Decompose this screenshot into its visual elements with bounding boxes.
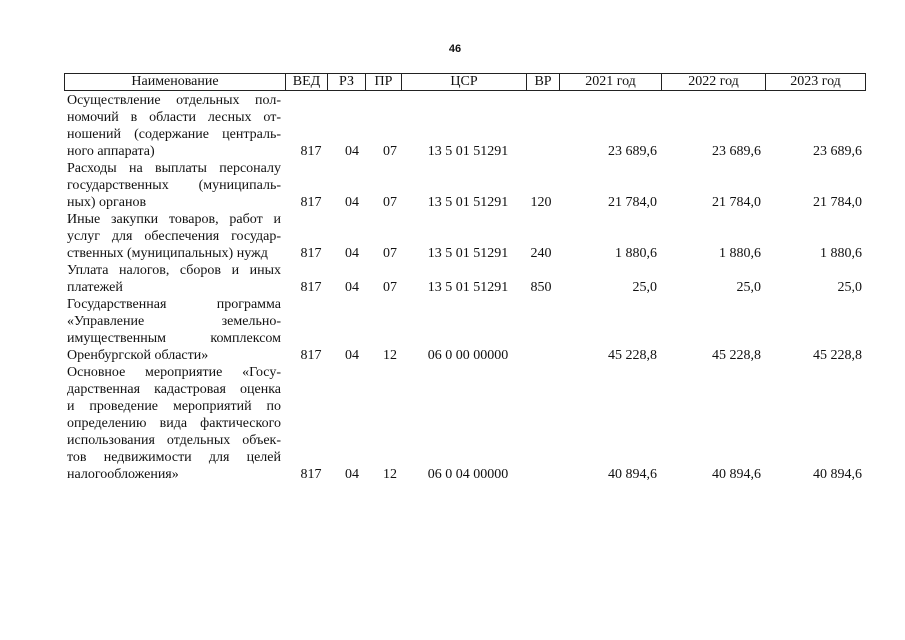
row-name-line: дарственная кадастровая оценка: [67, 382, 281, 397]
header-2023: 2023 год: [790, 74, 841, 89]
cell-ved: 817: [300, 348, 322, 363]
cell-2023: 21 784,0: [813, 195, 862, 210]
header-pr: ПР: [366, 74, 402, 90]
cell-rz: 04: [345, 246, 359, 261]
row-name-line: платежей: [67, 280, 123, 295]
row-name: [67, 92, 281, 160]
cell-vr: 120: [530, 195, 552, 210]
row-name-line: и проведение мероприятий по: [67, 399, 281, 414]
row-name-line: Осуществление отдельных пол-: [67, 93, 281, 108]
row-name-line: Основное мероприятие «Госу-: [67, 365, 281, 380]
cell-ved: 817: [300, 246, 322, 261]
cell-2023: 1 880,6: [820, 246, 862, 261]
header-ved: ВЕД: [286, 74, 328, 90]
row-name-line: ных) органов: [67, 195, 147, 210]
cell-pr: 12: [383, 348, 397, 363]
cell-pr: 07: [383, 280, 397, 295]
header-2022: 2022 год: [662, 74, 766, 90]
row-name-line: использования отдельных объек-: [67, 433, 281, 448]
row-name-line: государственных (муниципаль-: [67, 178, 281, 193]
cell-2023: 23 689,6: [813, 144, 862, 159]
cell-csr: 13 5 01 51291: [427, 280, 509, 295]
row-name: [67, 262, 281, 296]
header-name: Наименование: [65, 74, 286, 90]
row-name-line: Расходы на выплаты персоналу: [67, 161, 281, 176]
cell-csr: 13 5 01 51291: [427, 144, 509, 159]
row-name-line: определению вида фактического: [67, 416, 281, 431]
cell-2022: 23 689,6: [712, 144, 761, 159]
cell-2022: 21 784,0: [712, 195, 761, 210]
cell-ved: 817: [300, 467, 322, 482]
cell-vr: 850: [530, 280, 552, 295]
cell-2023: 25,0: [837, 280, 862, 295]
row-name: [67, 211, 281, 262]
cell-2021: 21 784,0: [608, 195, 657, 210]
cell-rz: 04: [345, 280, 359, 295]
row-name-line: «Управление земельно-: [67, 314, 281, 329]
page-number: 46: [448, 43, 462, 55]
row-name-line: ного аппарата): [67, 144, 155, 159]
cell-ved: 817: [300, 280, 322, 295]
header-csr: ЦСР: [402, 74, 527, 90]
cell-2021: 25,0: [632, 280, 657, 295]
cell-vr: 240: [530, 246, 552, 261]
cell-2021: 1 880,6: [615, 246, 657, 261]
cell-rz: 04: [345, 195, 359, 210]
row-name: [67, 296, 281, 364]
cell-2021: 40 894,6: [608, 467, 657, 482]
cell-rz: 04: [345, 144, 359, 159]
cell-2023: 45 228,8: [813, 348, 862, 363]
table-header: [64, 73, 866, 91]
cell-pr: 07: [383, 195, 397, 210]
row-name-line: налогообложения»: [67, 467, 179, 482]
cell-csr: 13 5 01 51291: [427, 246, 509, 261]
row-name-line: имущественным комплексом: [67, 331, 281, 346]
cell-rz: 04: [345, 348, 359, 363]
cell-csr: 06 0 04 00000: [427, 467, 509, 482]
row-name-line: Государственная программа: [67, 297, 281, 312]
row-name-line: номочий в области лесных от-: [67, 110, 281, 125]
cell-2022: 25,0: [736, 280, 761, 295]
row-name-line: тов недвижимости для целей: [67, 450, 281, 465]
cell-2021: 23 689,6: [608, 144, 657, 159]
cell-ved: 817: [300, 195, 322, 210]
header-2021: 2021 год: [560, 74, 662, 90]
cell-csr: 13 5 01 51291: [427, 195, 509, 210]
row-name-line: Уплата налогов, сборов и иных: [67, 263, 281, 278]
cell-2022: 1 880,6: [719, 246, 761, 261]
cell-pr: 07: [383, 144, 397, 159]
cell-2021: 45 228,8: [608, 348, 657, 363]
row-name-line: услуг для обеспечения государ-: [67, 229, 281, 244]
header-rz: РЗ: [328, 74, 366, 90]
row-name-line: Иные закупки товаров, работ и: [67, 212, 281, 227]
cell-2022: 45 228,8: [712, 348, 761, 363]
cell-2023: 40 894,6: [813, 467, 862, 482]
row-name-line: ственных (муниципальных) нужд: [67, 246, 268, 261]
cell-ved: 817: [300, 144, 322, 159]
header-vr: ВР: [527, 74, 560, 90]
cell-rz: 04: [345, 467, 359, 482]
row-name: [67, 364, 281, 483]
row-name-line: Оренбургской области»: [67, 348, 209, 363]
cell-csr: 06 0 00 00000: [427, 348, 509, 363]
row-name: [67, 160, 281, 211]
row-name-line: ношений (содержание централь-: [67, 127, 281, 142]
cell-2022: 40 894,6: [712, 467, 761, 482]
cell-pr: 12: [383, 467, 397, 482]
cell-pr: 07: [383, 246, 397, 261]
